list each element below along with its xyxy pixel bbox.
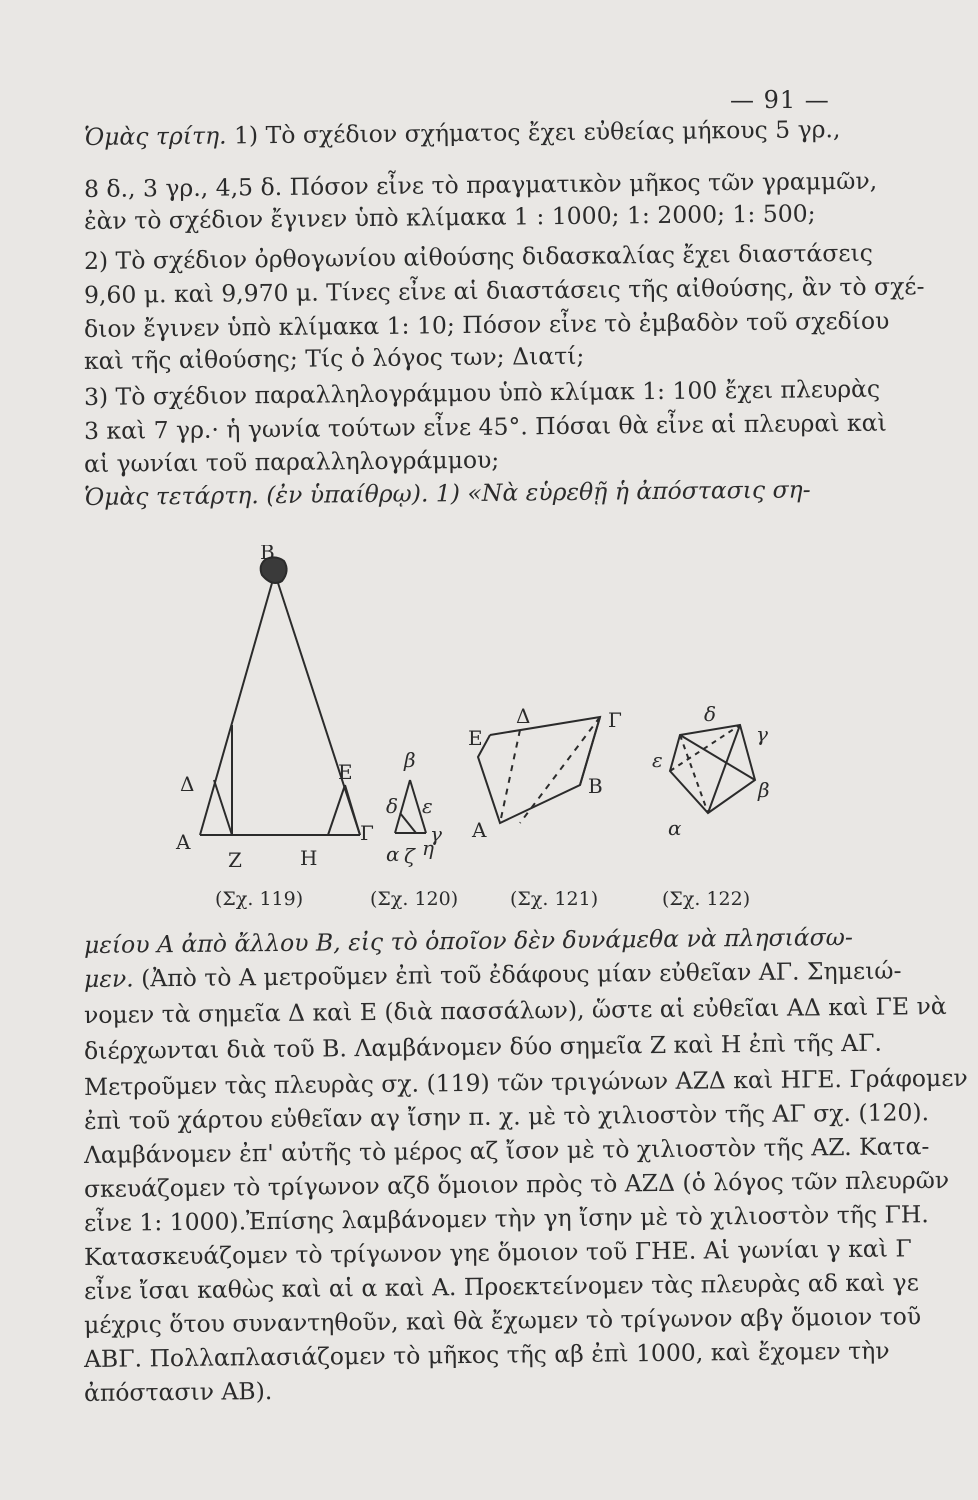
text-line: [83, 956, 902, 994]
fig119-label: Δ: [180, 772, 195, 796]
fig119-label: A: [176, 830, 191, 854]
fig121-label: Γ: [608, 708, 622, 732]
fig119-label: Γ: [360, 821, 374, 845]
text-line: ἐπὶ τοῦ χάρτου εὐθεῖαν αγ ἴσην π. χ. μὲ τὸ χιλιοστὸν τῆς AΓ σχ. (120).: [83, 1098, 930, 1135]
fig119-label: H: [300, 846, 318, 870]
fig122-label: α: [668, 816, 682, 840]
fig122-label: ε: [652, 748, 663, 772]
fig119-label: Z: [228, 848, 242, 872]
fig120-label: δ: [386, 794, 399, 818]
fig121-label: E: [468, 726, 483, 750]
text-line: Λαμβάνομεν ἐπ' αὐτῆς τὸ μέρος αζ ἴσον μὲ τὸ χιλιοστὸν τῆς AZ. Κατα-: [83, 1132, 930, 1169]
text-line: 3 καὶ 7 γρ.· ἡ γωνία τούτων εἶνε 45°. Πόσαι θὰ εἶνε αἱ πλευραὶ καὶ: [83, 408, 887, 445]
fig120-label: ε: [422, 794, 433, 818]
fig122-label: β: [758, 778, 770, 802]
text-line: ἀπόστασιν AB).: [83, 1377, 273, 1407]
fig121-label: A: [472, 818, 487, 842]
fig121-label: B: [588, 774, 603, 798]
text-line: ἐὰν τὸ σχέδιον ἔγινεν ὑπὸ κλίμακα 1 : 1000; 1: 2000; 1: 500;: [83, 199, 816, 235]
text-line: καὶ τῆς αἰθούσης; Τίς ὁ λόγος των; Διατί;: [83, 341, 585, 375]
text-line: ABΓ. Πολλαπλασιάζομεν τὸ μῆκος τῆς αβ ἐπὶ 1000, καὶ ἔχομεν τὴν: [83, 1336, 890, 1373]
text-line: [84, 114, 864, 152]
text-line: διον ἔγινεν ὑπὸ κλίμακα 1: 10; Πόσον εἶνε τὸ ἐμβαδὸν τοῦ σχεδίου: [83, 306, 890, 343]
text-line: αἱ γωνίαι τοῦ παραλληλογράμμου;: [83, 445, 500, 478]
text-line: διέρχωνται διὰ τοῦ B. Λαμβάνομεν δύο σημεῖα Z καὶ H ἐπὶ τῆς AΓ.: [83, 1028, 883, 1065]
fig122-label: δ: [704, 702, 717, 726]
text-fragment: 1) Τὸ σχέδιον σχήματος ἔχει εὐθείας μήκους 5 γρ.,: [226, 115, 841, 150]
text-line: νομεν τὰ σημεῖα Δ καὶ E (διὰ πασσάλων), ὥστε αἱ εὐθεῖαι AΔ καὶ ΓE νὰ: [83, 991, 947, 1029]
text-line: μέχρις ὅτου συναντηθοῦν, καὶ θὰ ἔχωμεν τὸ τρίγωνον αβγ ὅμοιον τοῦ: [83, 1302, 922, 1339]
figure-caption: (Σχ. 120): [370, 888, 459, 910]
text-fragment: (Ἀπὸ τὸ A μετροῦμεν ἐπὶ τοῦ ἐδάφους μίαν εὐθεῖαν AΓ. Σημειώ-: [133, 956, 902, 993]
text-line: Μετροῦμεν τὰς πλευρὰς σχ. (119) τῶν τριγώνων AZΔ καὶ HΓE. Γράφομεν: [83, 1063, 968, 1101]
text-line: σκευάζομεν τὸ τρίγωνον αζδ ὅμοιον πρὸς τὸ AZΔ (ὁ λόγος τῶν πλευρῶν: [83, 1165, 950, 1203]
fig120-label: α: [386, 842, 400, 866]
text-line: εἶνε ἴσαι καθὼς καὶ αἱ α καὶ A. Προεκτείνομεν τὰς πλευρὰς αδ καὶ γε: [83, 1268, 919, 1305]
page-number: — 91 —: [730, 86, 830, 114]
text-line: 9,60 μ. καὶ 9,970 μ. Τίνες εἶνε αἱ διαστάσεις τῆς αἰθούσης, ἂν τὸ σχέ-: [83, 272, 925, 309]
figures-119-122: [160, 545, 800, 890]
text-line: Κατασκευάζομεν τὸ τρίγωνον γηε ὅμοιον τοῦ ΓHE. Αἱ γωνίαι γ καὶ Γ: [83, 1234, 912, 1271]
figures-svg: [160, 545, 800, 890]
fig119-label: B: [260, 545, 275, 564]
group4-heading-line: Ὁμὰς τετάρτη. (ἐν ὑπαίθρῳ). 1) «Νὰ εὑρεθῇ ἡ ἀπόστασις ση-: [83, 475, 811, 511]
fig120-label: η: [422, 836, 434, 860]
text-line: 2) Τὸ σχέδιον ὀρθογωνίου αἰθούσης διδασκαλίας ἔχει διαστάσεις: [83, 238, 874, 275]
fig120-label: γ: [430, 822, 442, 846]
fig122-label: γ: [756, 722, 768, 746]
figure-121: [478, 717, 600, 823]
text-line: εἶνε 1: 1000).Ἐπίσης λαμβάνομεν τὴν γη ἴσην μὲ τὸ χιλιοστὸν τῆς ΓH.: [83, 1200, 929, 1237]
text-line: 3) Τὸ σχέδιον παραλληλογράμμου ὑπὸ κλίμακ 1: 100 ἔχει πλευρὰς: [83, 374, 881, 411]
figure-caption: (Σχ. 119): [215, 888, 304, 910]
text-fragment: μεν.: [83, 964, 134, 993]
fig120-label: β: [404, 748, 416, 772]
text-line: 8 δ., 3 γρ., 4,5 δ. Πόσον εἶνε τὸ πραγματικὸν μῆκος τῶν γραμμῶν,: [83, 166, 878, 203]
fig119-label: E: [338, 760, 353, 784]
figure-119: [200, 557, 360, 835]
fig121-label: Δ: [516, 704, 531, 728]
figure-caption: (Σχ. 121): [510, 888, 599, 910]
figure-caption: (Σχ. 122): [662, 888, 751, 910]
group3-title: Ὁμὰς τρίτη.: [83, 121, 227, 151]
text-line: μείου A ἀπὸ ἄλλου B, εἰς τὸ ὁποῖον δὲν δυνάμεθα νὰ πλησιάσω-: [83, 922, 853, 959]
figure-122: [670, 725, 755, 813]
fig120-label: ζ: [404, 844, 415, 868]
